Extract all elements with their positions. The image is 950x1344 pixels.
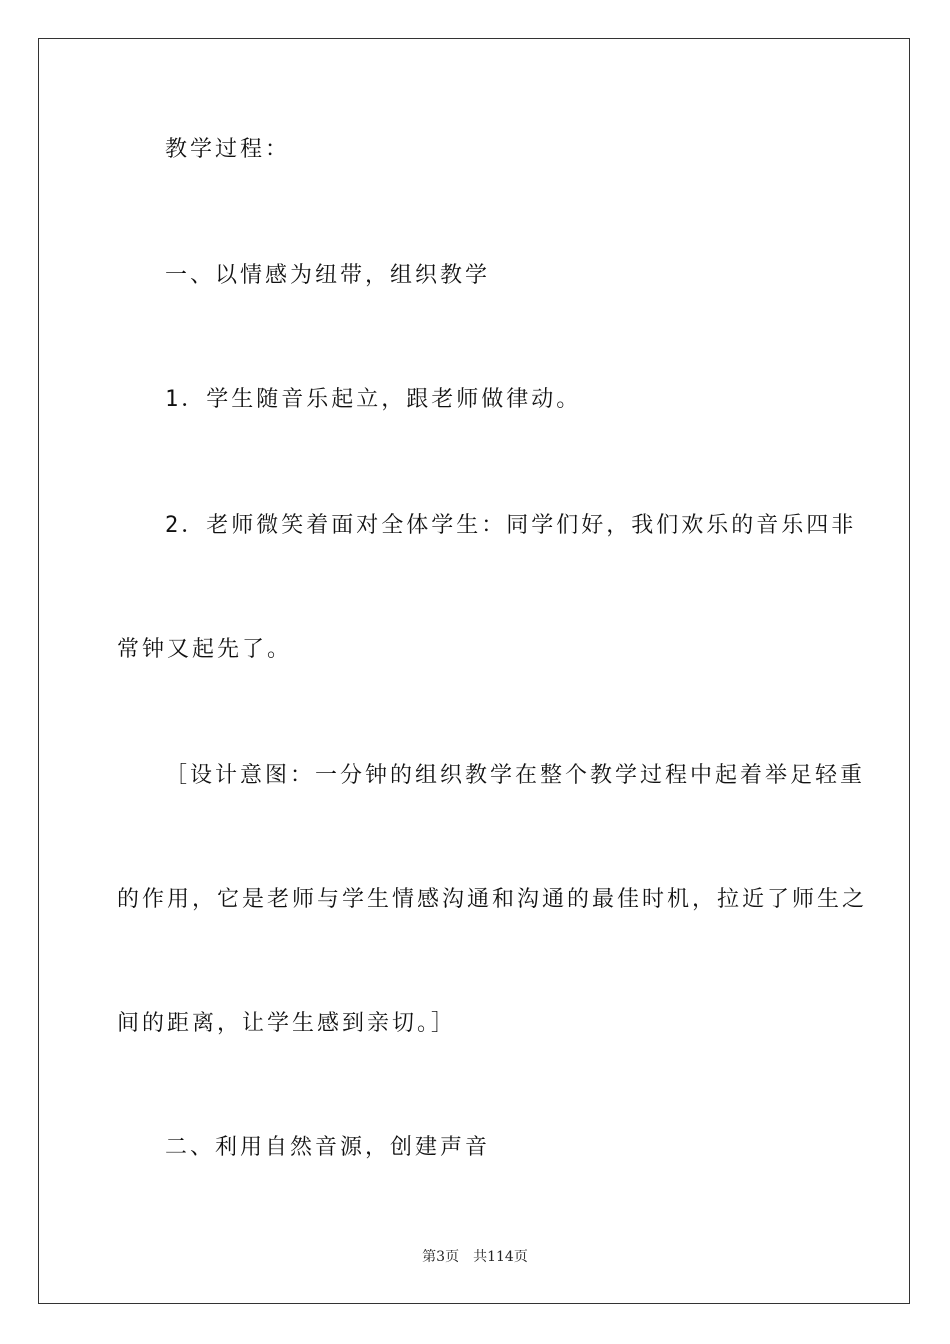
total-pages-label: 共114页 bbox=[473, 1249, 528, 1265]
paragraph-section-one-heading: 一、以情感为纽带，组织教学 bbox=[165, 263, 491, 288]
page-border bbox=[38, 38, 910, 1304]
page-number-label: 第3页 bbox=[422, 1249, 460, 1265]
paragraph-teaching-process: 教学过程： bbox=[165, 137, 291, 162]
paragraph-step-1: 1．学生随音乐起立，跟老师做律动。 bbox=[165, 387, 582, 412]
page-footer bbox=[0, 1247, 950, 1267]
paragraph-section-two-heading: 二、利用自然音源，创建声音 bbox=[165, 1135, 491, 1160]
paragraph-design-intent-line-3: 间的距离，让学生感到亲切。］ bbox=[117, 1011, 457, 1036]
paragraph-design-intent-line-1: ［设计意图：一分钟的组织教学在整个教学过程中起着举足轻重 bbox=[165, 763, 866, 788]
paragraph-step-2-line-1: 2．老师微笑着面对全体学生：同学们好，我们欢乐的音乐四非 bbox=[165, 513, 857, 538]
paragraph-design-intent-line-2: 的作用，它是老师与学生情感沟通和沟通的最佳时机，拉近了师生之 bbox=[117, 887, 868, 912]
paragraph-step-2-line-2: 常钟又起先了。 bbox=[117, 637, 293, 662]
